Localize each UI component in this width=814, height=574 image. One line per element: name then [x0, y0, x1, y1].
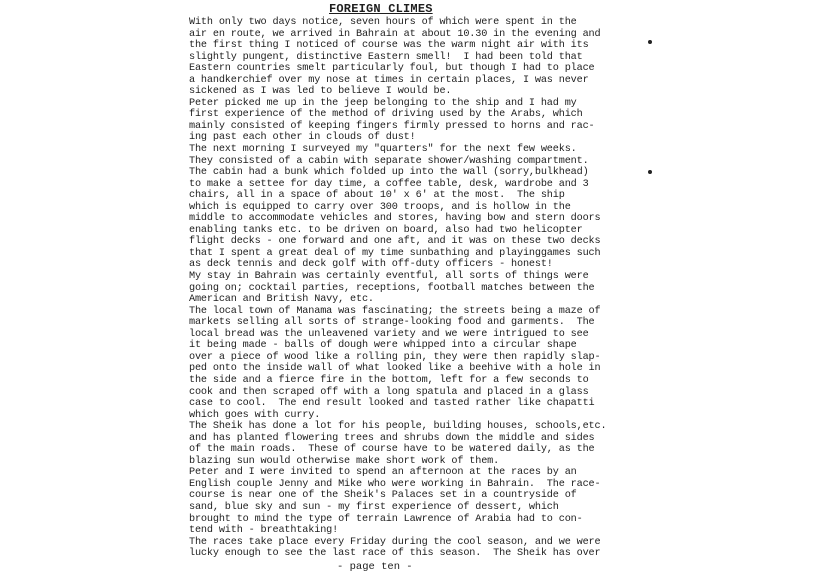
text-line: a handkerchief over my nose at times in certain places, I was never: [189, 74, 589, 86]
text-line: slightly pungent, distinctive Eastern smell! I had been told that: [189, 51, 583, 63]
text-line: first experience of the method of driving used by the Arabs, which: [189, 109, 583, 121]
text-line: blazing sun would otherwise make short work of them.: [189, 455, 500, 467]
text-line: going on; cocktail parties, receptions, football matches between the: [189, 282, 595, 294]
text-line: case to cool. The end result looked and tasted rather like chapatti: [189, 398, 595, 410]
text-line: My stay in Bahrain was certainly eventful, all sorts of things were: [189, 271, 589, 283]
text-line: course is near one of the Sheik's Palaces set in a countryside of: [189, 490, 577, 502]
text-line: ped onto the inside wall of what looked like a beehive with a hole in: [189, 363, 601, 375]
text-line: which goes with curry.: [189, 409, 321, 421]
text-line: Eastern countries smelt particularly foul, but though I had to place: [189, 63, 595, 75]
document-title: FOREIGN CLIMES: [329, 2, 433, 16]
text-line: the side and a fierce fire in the bottom, left for a few seconds to: [189, 374, 589, 386]
text-line: over a piece of wood like a rolling pin, they were then rapidly slap-: [189, 351, 601, 363]
text-line: local bread was the unleavened variety and we were intrigued to see: [189, 328, 589, 340]
text-line: cook and then scraped off with a long spatula and placed in a glass: [189, 386, 589, 398]
text-line: The next morning I surveyed my "quarters" for the next few weeks.: [189, 144, 577, 156]
text-line: which is equipped to carry over 300 troops, and is hollow in the: [189, 201, 571, 213]
text-line: The local town of Manama was fascinating; the streets being a maze of: [189, 305, 601, 317]
text-line: chairs, all in a space of about 10' x 6' at the most. The ship: [189, 190, 565, 202]
text-line: American and British Navy, etc.: [189, 294, 374, 306]
text-line: sand, blue sky and sun - my first experience of dessert, which: [189, 501, 559, 513]
ink-mark: [648, 170, 652, 174]
text-line: Peter and I were invited to spend an afternoon at the races by an: [189, 467, 577, 479]
text-line: sickened as I was led to believe I would be.: [189, 86, 452, 98]
text-line: ing past each other in clouds of dust!: [189, 132, 416, 144]
ink-mark: [648, 40, 652, 44]
text-line: of the main roads. These of course have to be watered daily, as the: [189, 444, 595, 456]
text-line: They consisted of a cabin with separate shower/washing compartment.: [189, 155, 589, 167]
document-body: [189, 17, 629, 560]
text-line: that I spent a great deal of my time sunbathing and playinggames such: [189, 247, 601, 259]
text-line: Peter picked me up in the jeep belonging to the ship and I had my: [189, 97, 577, 109]
text-line: it being made - balls of dough were whipped into a circular shape: [189, 340, 577, 352]
text-line: lucky enough to see the last race of this season. The Sheik has over: [189, 548, 601, 560]
text-line: middle to accommodate vehicles and stores, having bow and stern doors: [189, 213, 601, 225]
text-line: The Sheik has done a lot for his people, building houses, schools,etc.: [189, 421, 607, 433]
text-line: as deck tennis and deck golf with off-duty officers - honest!: [189, 259, 553, 271]
text-line: and has planted flowering trees and shrubs down the middle and sides: [189, 432, 595, 444]
text-line: With only two days notice, seven hours of which were spent in the: [189, 17, 577, 28]
text-line: brought to mind the type of terrain Lawrence of Arabia had to con-: [189, 513, 583, 525]
text-line: flight decks - one forward and one aft, and it was on these two decks: [189, 236, 601, 248]
text-line: The cabin had a bunk which folded up into the wall (sorry,bulkhead): [189, 167, 589, 179]
text-line: mainly consisted of keeping fingers firmly pressed to horns and rac-: [189, 120, 595, 132]
text-line: English couple Jenny and Mike who were working in Bahrain. The race-: [189, 478, 601, 490]
page-footer: - page ten -: [337, 561, 413, 573]
text-line: markets selling all sorts of strange-looking food and garments. The: [189, 317, 595, 329]
text-line: the first thing I noticed of course was the warm night air with its: [189, 40, 589, 52]
text-line: air en route, we arrived in Bahrain at about 10.30 in the evening and: [189, 28, 601, 40]
text-line: enabling tanks etc. to be driven on board, also had two helicopter: [189, 224, 583, 236]
text-line: The races take place every Friday during the cool season, and we were: [189, 536, 601, 548]
text-line: to make a settee for day time, a coffee table, desk, wardrobe and 3: [189, 178, 589, 190]
text-line: tend with - breathtaking!: [189, 525, 339, 537]
